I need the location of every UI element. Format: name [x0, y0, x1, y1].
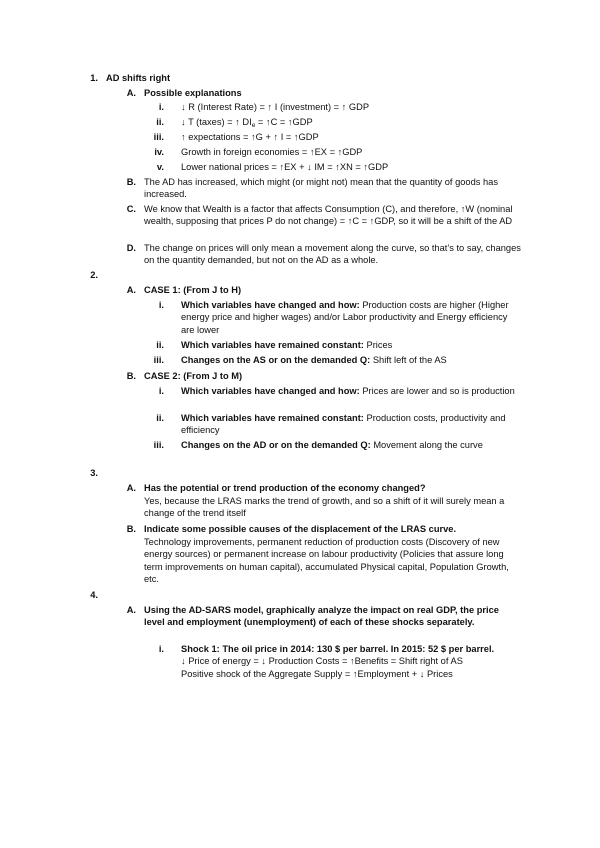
list-item [181, 354, 521, 366]
list-item [181, 412, 521, 437]
paragraph: The change on prices will only mean a movement along the curve, so that’s to say, changes on the quantity demanded, but not on the AD as a whole. [144, 243, 521, 266]
item-label: Which variables have remained constant: [181, 340, 364, 350]
list-item: ↑ expectations = ↑G + ↑ I = ↑GDP [181, 132, 319, 142]
section-title: CASE 1: (From J to H) [144, 285, 242, 295]
item-text: Positive shock of the Aggregate Supply = ↑Employment + ↓ Prices [181, 668, 453, 679]
question-number: 2. [90, 270, 98, 280]
item-label: Which variables have changed and how: [181, 300, 360, 310]
item-marker: iii. [153, 132, 164, 142]
section-marker: D. [126, 243, 136, 253]
item-text: Movement along the curve [370, 440, 483, 450]
item-label: Which variables have changed and how: [181, 386, 360, 396]
document-page [0, 72, 600, 695]
item-text: Shift left of the AS [370, 355, 447, 365]
item-marker: v. [156, 162, 164, 172]
section-marker: A. [126, 88, 136, 98]
list-item: ↓ R (Interest Rate) = ↑ I (investment) = ↑ GDP [181, 102, 370, 112]
item-text: Production costs are higher (Higher energy price and higher wages) and/or Labor productivity and Energy efficiency are lower [181, 300, 509, 335]
item-text: Prices [363, 340, 393, 350]
paragraph: Yes, because the LRAS marks the trend of growth, and so a shift of it will surely mean a change of the trend itself [144, 496, 505, 519]
item-label: Changes on the AD or on the demanded Q: [181, 440, 371, 450]
question-2 [0, 269, 600, 467]
item-label: Changes on the AS or on the demanded Q: [181, 355, 371, 365]
list-item [181, 439, 521, 451]
section-title: Has the potential or trend production of the economy changed? [144, 483, 426, 493]
list-item [181, 385, 521, 397]
section-marker: A. [126, 285, 136, 295]
question-number: 4. [90, 590, 98, 600]
section-marker: A. [126, 483, 136, 493]
question-1 [0, 72, 600, 269]
item-title: Shock 1: The oil price in 2014: 130 $ per barrel. In 2015: 52 $ per barrel. [181, 644, 495, 654]
question-3 [0, 467, 600, 589]
section-title: Indicate some possible causes of the displacement of the LRAS curve. [144, 524, 457, 534]
item-marker: iii. [153, 440, 164, 450]
section-marker: B. [126, 371, 136, 381]
list-item [181, 299, 521, 336]
item-marker: i. [158, 300, 164, 310]
section-marker: B. [126, 177, 136, 187]
item-marker: i. [158, 644, 164, 654]
section-title: Possible explanations [144, 88, 242, 98]
item-text: Production costs, productivity and efficiency [181, 413, 506, 436]
paragraph: We know that Wealth is a factor that affects Consumption (C), and therefore, ↑W (nominal wealth, supposing that prices P do not change) = ↑C = ↑GDP, so it will be a shift of the AD [144, 204, 513, 227]
question-4 [0, 589, 600, 695]
item-marker: iii. [153, 355, 164, 365]
question-number: 3. [90, 468, 98, 478]
list-item: Lower national prices = ↑EX + ↓ IM = ↑XN = ↑GDP [181, 162, 389, 172]
list-item: Growth in foreign economies = ↑EX = ↑GDP [181, 147, 363, 157]
subscript: e [251, 122, 256, 129]
item-marker: i. [158, 386, 164, 396]
item-text: ↓ Price of energy = ↓ Production Costs = ↑Benefits = Shift right of AS [181, 656, 463, 667]
item-label: Which variables have remained constant: [181, 413, 364, 423]
paragraph: Technology improvements, permanent reduction of production costs (Discovery of new energy sources) or permanent increase on labour productivity (Policies that assure long term improvements on human capital), accumulated Physical capital, Population Growth, etc. [144, 537, 509, 584]
item-text: ↓ T (taxes) = ↑ DI [181, 117, 252, 127]
question-number: 1. [90, 73, 98, 83]
list-item [181, 116, 521, 128]
paragraph: The AD has increased, which might (or might not) mean that the quantity of goods has increased. [144, 177, 498, 200]
section-marker: C. [126, 204, 136, 214]
item-marker: i. [158, 102, 164, 112]
item-text: Prices are lower and so is production [359, 386, 515, 396]
list-item [181, 643, 521, 680]
section-title: Using the AD-SARS model, graphically analyze the impact on real GDP, the price level and employment (unemployment) of each of these shocks separately. [144, 605, 499, 628]
section-marker: A. [126, 605, 136, 615]
list-item [181, 339, 521, 351]
item-text: = ↑C = ↑GDP [255, 117, 313, 127]
section-marker: B. [126, 524, 136, 534]
item-marker: ii. [156, 117, 164, 127]
item-marker: ii. [156, 340, 164, 350]
section-title: CASE 2: (From J to M) [144, 371, 243, 381]
question-title: AD shifts right [106, 73, 171, 83]
item-marker: ii. [156, 413, 164, 423]
item-marker: iv. [154, 147, 164, 157]
